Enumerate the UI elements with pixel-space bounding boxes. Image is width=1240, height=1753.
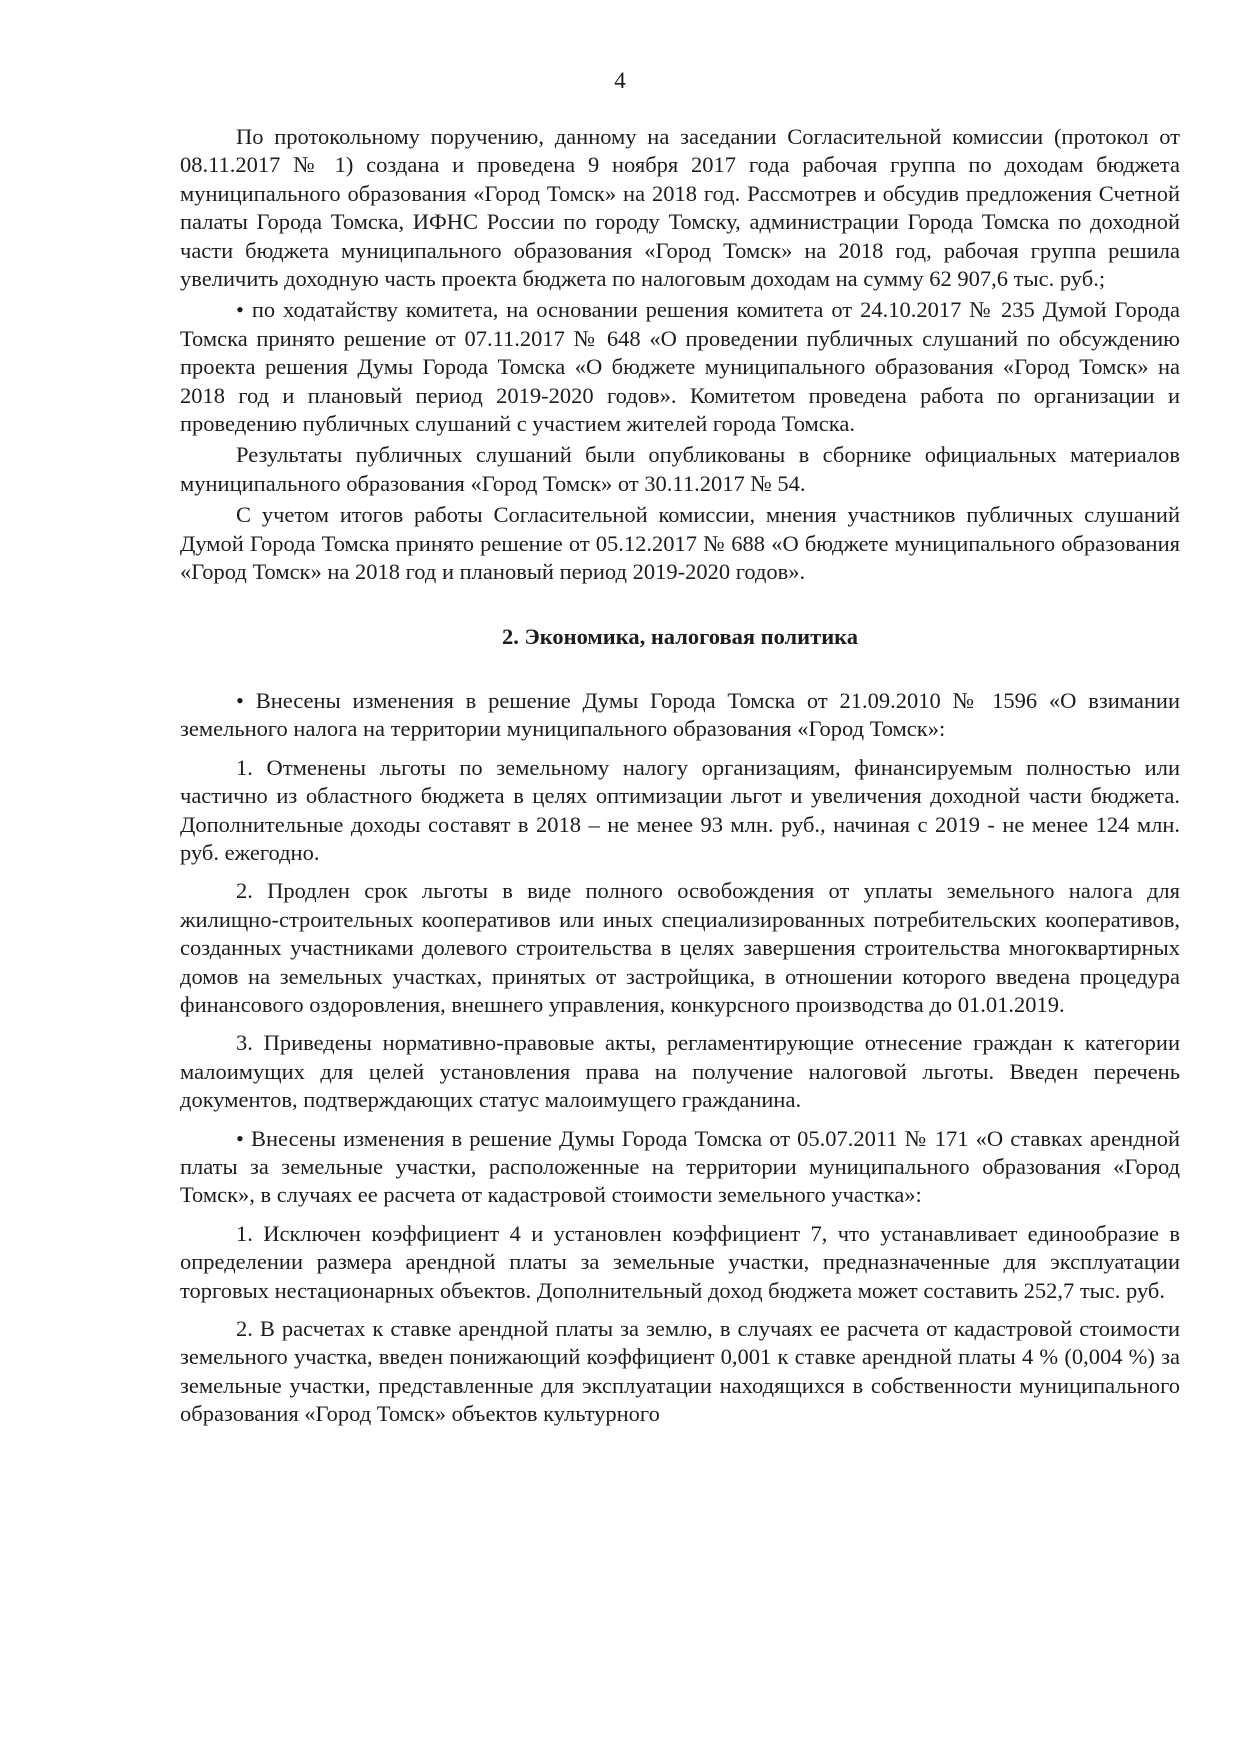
document-body [180,123,1180,1429]
paragraph-rent-item-2: 2. В расчетах к ставке арендной платы за землю, в случаях ее расчета от кадастровой стоимости земельного участка, введен понижающий коэффициент 0,001 к ставке арендной платы 4 % (0,004 %) за земельные участки, представленные для эксплуатации находящихся в собственности муниципального образования «Город Томск» объектов культурного [180,1316,1180,1427]
paragraph-land-tax-item-2: 2. Продлен срок льготы в виде полного освобождения от уплаты земельного налога для жилищно-строительных кооперативов или иных специализированных потребительских кооперативов, созданных участниками долевого строительства в целях завершения строительства многоквартирных домов на земельных участках, принятых от застройщика, в отношении которого введена процедура финансового оздоровления, внешнего управления, конкурсного производства до 01.01.2019. [180,878,1180,1017]
section-heading: 2. Экономика, налоговая политика [501,623,859,649]
paragraph-public-hearings-decision: • по ходатайству комитета, на основании решения комитета от 24.10.2017 № 235 Думой Города Томска принято решение от 07.11.2017 № 648 «О проведении публичных слушаний по обсуждению проекта решения Думы Города Томска «О бюджете муниципального образования «Город Томск» на 2018 год и плановый период 2019-2020 годов». Комитетом проведена работа по организации и проведению публичных слушаний с участием жителей города Томска. [180,296,1180,438]
paragraph-working-group: По протокольному поручению, данному на заседании Согласительной комиссии (протокол от 08.11.2017 № 1) создана и проведена 9 ноября 2017 года рабочая группа по доходам бюджета муниципального образования «Город Томск» на 2018 год. Рассмотрев и обсудив предложения Счетной палаты Города Томска, ИФНС России по городу Томску, администрации Города Томска по доходной части бюджета муниципального образования «Город Томск» на 2018 год, рабочая группа решила увеличить доходную часть проекта бюджета по налоговым доходам на сумму 62 907,6 тыс. руб.; [180,124,1180,292]
paragraph-land-tax-amendments: • Внесены изменения в решение Думы Города Томска от 21.09.2010 № 1596 «О взимании земельного налога на территории муниципального образования «Город Томск»: [180,687,1180,744]
paragraph-rent-amendments: • Внесены изменения в решение Думы Города Томска от 05.07.2011 № 171 «О ставках арендной платы за земельные участки, расположенные на территории муниципального образования «Город Томск», в случаях ее расчета от кадастровой стоимости земельного участка»: [180,1125,1180,1210]
page-number: 4 [614,68,626,93]
paragraph-rent-item-1: 1. Исключен коэффициент 4 и установлен коэффициент 7, что устанавливает единообразие в определении размера арендной платы за земельные участки, предназначенные для эксплуатации торговых нестационарных объектов. Дополнительный доход бюджета может составить 252,7 тыс. руб. [180,1220,1180,1303]
paragraph-land-tax-item-3: 3. Приведены нормативно-правовые акты, регламентирующие отнесение граждан к категории малоимущих для целей установления права на получение налоговой льготы. Введен перечень документов, подтверждающих статус малоимущего гражданина. [180,1030,1180,1113]
paragraph-hearings-results: Результаты публичных слушаний были опубликованы в сборнике официальных материалов муниципального образования «Город Томск» от 30.11.2017 № 54. [180,442,1180,496]
paragraph-budget-decision: С учетом итогов работы Согласительной комиссии, мнения участников публичных слушаний Думой Города Томска принято решение от 05.12.2017 № 688 «О бюджете муниципального образования «Город Томск» на 2018 год и плановый период 2019-2020 годов». [180,502,1180,585]
paragraph-land-tax-item-1: 1. Отменены льготы по земельному налогу организациям, финансируемым полностью или частично из областного бюджета в целях оптимизации льгот и увеличения доходной части бюджета. Дополнительные доходы составят в 2018 – не менее 93 млн. руб., начиная с 2019 - не менее 124 млн. руб. ежегодно. [180,754,1180,865]
